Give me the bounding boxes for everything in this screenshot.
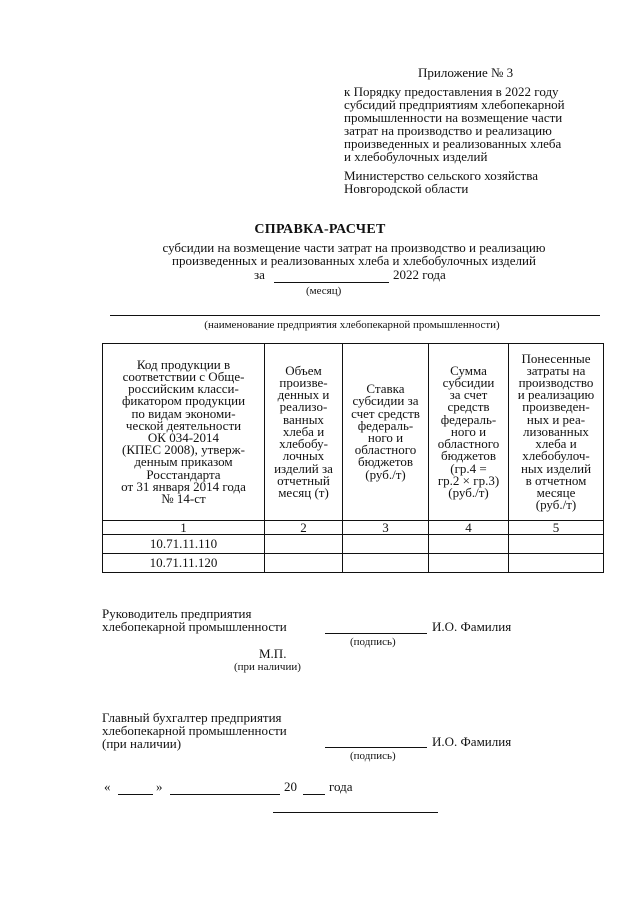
- head-name: И.О. Фамилия: [432, 619, 512, 634]
- stamp-caption: (при наличии): [234, 661, 301, 673]
- appendix-line: к Порядку предоставления в 2022 году: [344, 84, 559, 99]
- period-prefix: за: [254, 267, 265, 282]
- accountant-signature-line: [325, 747, 427, 748]
- table-cell: [509, 535, 604, 554]
- appendix-line: произведенных и реализованных хлеба: [344, 136, 562, 151]
- column-number: 5: [509, 521, 604, 535]
- date-open-quote: «: [104, 779, 111, 794]
- table-cell: [343, 535, 429, 554]
- enterprise-caption: (наименование предприятия хлебопекарной промышленности): [204, 319, 500, 331]
- column-header: Объем произве- денных и реализо- ванных хлеба и хлебобу- лочных изделий за отчетный месяц (т): [265, 344, 343, 521]
- appendix-line: промышленности на возмещение части: [344, 110, 563, 125]
- table-cell: [509, 554, 604, 573]
- subsidy-table: [102, 343, 604, 573]
- date-year-suffix: года: [329, 779, 353, 794]
- subtitle-line: субсидии на возмещение части затрат на производство и реализацию: [162, 240, 546, 255]
- head-title-line: хлебопекарной промышленности: [102, 619, 287, 634]
- period-blank-line: [274, 282, 389, 283]
- head-signature-line: [325, 633, 427, 634]
- date-year-prefix: 20: [284, 779, 297, 794]
- column-header: Ставка субсидии за счет средств федераль- ного и областного бюджетов (руб./т): [343, 344, 429, 521]
- enterprise-blank-line: [110, 315, 600, 316]
- head-signature-caption: (подпись): [350, 636, 396, 648]
- period-caption: (месяц): [306, 285, 342, 297]
- column-number: 4: [429, 521, 509, 535]
- ministry: [344, 169, 538, 195]
- subtitle-line: произведенных и реализованных хлеба и хлебобулочных изделий: [172, 253, 536, 268]
- table-row: [103, 535, 604, 554]
- stamp-label: М.П.: [259, 646, 287, 661]
- bottom-blank-line: [273, 812, 438, 813]
- product-code-cell: 10.71.11.110: [103, 535, 265, 554]
- table-row: [103, 554, 604, 573]
- table-cell: [343, 554, 429, 573]
- accountant-title-line: Главный бухгалтер предприятия: [102, 710, 282, 725]
- column-header: Понесенные затраты на производство и реализацию произведен- ных и реа- лизованных хлеба и хлебобулоч- ных изделий в отчетном месяце (руб./т): [509, 344, 604, 521]
- head-title: [102, 607, 287, 633]
- column-number-row: [103, 521, 604, 535]
- document-subtitle: [0, 241, 640, 267]
- column-number: 3: [343, 521, 429, 535]
- ministry-line: Новгородской области: [344, 181, 469, 196]
- period-suffix: 2022 года: [393, 267, 446, 282]
- accountant-signature-caption: (подпись): [350, 750, 396, 762]
- accountant-title-line: (при наличии): [102, 736, 182, 751]
- date-close-quote: »: [156, 779, 163, 794]
- column-header: Сумма субсидии за счет средств федераль- ного и областного бюджетов (гр.4 = гр.2 × гр.3) (руб./т): [429, 344, 509, 521]
- date-month-line: [170, 794, 280, 795]
- ministry-line: Министерство сельского хозяйства: [344, 168, 538, 183]
- appendix-text: [344, 85, 565, 163]
- document-title: СПРАВКА-РАСЧЕТ: [254, 222, 386, 237]
- appendix-title: Приложение № 3: [418, 65, 514, 80]
- product-code-cell: 10.71.11.120: [103, 554, 265, 573]
- appendix-line: субсидий предприятиям хлебопекарной: [344, 97, 565, 112]
- column-header: Код продукции в соответствии с Обще- российским класси- фикатором продукции по видам экономи- ческой деятельности ОК 034-2014 (КПЕС 2008), утверж- денным приказом Росстандарта от 31 января 2014 года № 14-ст: [103, 344, 265, 521]
- appendix-line: и хлебобулочных изделий: [344, 149, 488, 164]
- table-cell: [429, 554, 509, 573]
- column-number: 2: [265, 521, 343, 535]
- table-cell: [265, 535, 343, 554]
- accountant-title: [102, 711, 287, 750]
- appendix-line: затрат на производство и реализацию: [344, 123, 552, 138]
- column-number: 1: [103, 521, 265, 535]
- table-header-row: [103, 344, 604, 521]
- table-cell: [265, 554, 343, 573]
- accountant-title-line: хлебопекарной промышленности: [102, 723, 287, 738]
- head-title-line: Руководитель предприятия: [102, 606, 252, 621]
- date-day-line: [118, 794, 153, 795]
- table-cell: [429, 535, 509, 554]
- accountant-name: И.О. Фамилия: [432, 734, 512, 749]
- date-year-line: [303, 794, 325, 795]
